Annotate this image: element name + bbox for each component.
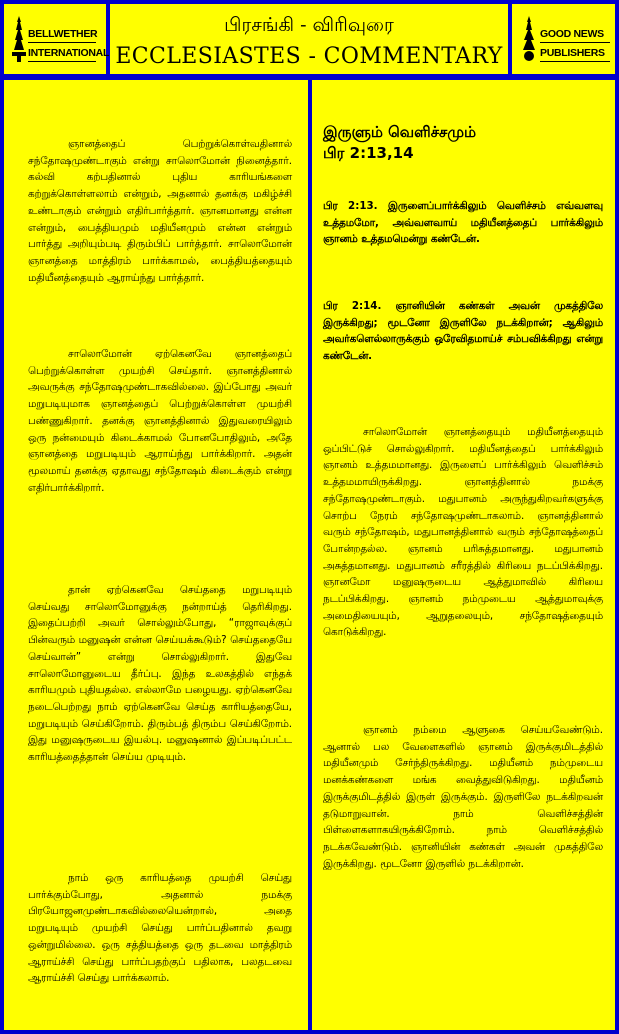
right-column: [312, 80, 615, 1030]
title-tamil: பிரசங்கி - விரிவுரை: [224, 14, 394, 36]
left-paragraph-1: ஞானத்தைப் பெற்றுக்கொள்வதினால் சந்தோஷமுண்டாகும் என்று சாலொமோன் நினைத்தார். கல்வி கற்பதினால் புதிய காரியங்களை கற்றுக்கொள்ளலாம் என்றும், அதனால் தனக்கு மகிழ்ச்சி உண்டாகும் என்றும் எதிர்பார்த்தார். ஞானமானது என்ன என்றும், பைத்தியமும் மதியீனமும் என்ன என்றும் பார்த்து அறியும்படி திரும்பிப் பார்த்தார். சாலொமோன் ஞானத்தை மாத்திரம் பார்க்காமல், பைத்தியத்தையும் மதியீனத்தையும் ஆராய்ந்து பார்த்தார்.: [28, 138, 292, 284]
left-paragraph-4: நாம் ஒரு காரியத்தை முயற்சி செய்து பார்க்கும்போது, அதனால் நமக்கு பிரயோஜனமுண்டாகவில்லையென்றால், அதை மறுபடியும் முயற்சி செய்து பார்ப்பதினால் தவறு ஒன்றுமில்லை. ஒரு சத்தியத்தை ஒரு தடவை மாத்திரம் ஆராய்ச்சி செய்து பார்ப்பதற்குப் பதிலாக, பலதடவை ஆராய்ச்சி செய்து பார்க்கலாம்.: [28, 872, 292, 985]
bellwether-logo-line2: INTERNATIONAL: [28, 47, 110, 59]
good-news-emblem-icon: [520, 16, 538, 62]
bellwether-logo-line1: BELLWETHER: [28, 28, 98, 40]
bellwether-emblem-icon: [12, 16, 26, 62]
good-news-logo-line1: GOOD NEWS: [540, 28, 604, 40]
bellwether-logo: [4, 4, 110, 74]
verse-2-14: பிர 2:14. ஞானியின் கண்கள் அவன் முகத்திலே இருக்கிறது; மூடனோ இருளிலே நடக்கிறான்; ஆகிலும் அவர்களெல்லாருக்கும் ஒரேவிதமாய்ச் சம்பவிக்கிறது என்று கண்டேன்.: [323, 300, 603, 363]
left-paragraph-3: தான் ஏற்கெனவே செய்ததை மறுபடியும் செய்வது சாலொமோனுக்கு நன்றாய்த் தெரிகிறது. இதைப்பற்றி அவர் சொல்லும்போது, “ராஜாவுக்குப் பின்வரும் மனுஷன் என்ன செய்யக்கூடும்? செய்ததையே செய்வான்” என்று சொல்லுகிறார். இதுவே சாலொமோனுடைய தீர்ப்பு. இந்த உலகத்தில் எந்தக் காரியமும் புதியதல்ல. எல்லாமே பழையது. ஏற்கெனவே நடைபெற்றது நாம் ஏற்கெனவே செய்த காரியத்தையே, மறுபடியும் செய்கிறோம். திரும்பத் திரும்ப செய்கிறோம். இது மனுஷருடைய இயல்பு. மனுஷனால் இப்படிப்பட்ட காரியத்தைத்தான் செய்ய முடியும்.: [28, 584, 292, 764]
section-heading-reference: பிர 2:13,14: [323, 144, 414, 162]
right-paragraph-1: சாலொமோன் ஞானத்தையும் மதியீனத்தையும் ஒப்பிட்டுச் சொல்லுகிறார். மதியீனத்தைப் பார்க்கிலும் ஞானம் உத்தமமானது. இருளைப் பார்க்கிலும் வெளிச்சம் உத்தமமாயிருக்கிறது. ஞானத்தினால் நமக்கு சந்தோஷமுண்டாகும். மதுபானம் அருந்துகிறவர்களுக்கு சொற்ப நேரம் சந்தோஷமுண்டாகலாம். ஞானத்தினால் வரும் சந்தோஷம், மதுபானத்தினால் வரும் சந்தோஷத்தைப் போன்றதல்ல. ஞானம் பரிசுத்தமானது. மதுபானம் அசுத்தமானது. மதுபானம் சரீரத்தில் கிரியை நடப்பிக்கிறது. ஞானமோ மனுஷருடைய ஆத்துமாவில் கிரியை நடப்பிக்கிறது. ஞானம் நம்முடைய ஆத்துமாவுக்கு அமைதியையும், ஆறுதலையும், சந்தோஷத்தையும் கொடுக்கிறது.: [323, 426, 603, 639]
left-paragraph-2: சாலொமோன் ஏற்கெனவே ஞானத்தைப் பெற்றுக்கொள்ள முயற்சி செய்தார். ஞானத்தினால் அவருக்கு சந்தோஷமுண்டாகவில்லை. இப்போது அவர் மறுபடியுமாக ஞானத்தைப் பெற்றுக்கொள்ள முயற்சி பண்ணுகிறார். தனக்கு ஞானத்தினால் இதுவரையிலும் ஒரு நன்மையும் கிடைக்காமல் போனபோதிலும், அதே ஞானத்தை மறுபடியும் ஆராய்ந்து பார்க்கிறார். அதன் மூலமாய் தனக்கு ஏதாவது சந்தோஷம் கிடைக்கும் என்று எதிர்பார்க்கிறார்.: [28, 348, 292, 494]
right-paragraph-2: ஞானம் நம்மை ஆளுகை செய்யவேண்டும். ஆனால் பல வேளைகளில் ஞானம் இருக்குமிடத்தில் மதியீனமும் சேர்ந்திருக்கிறது. மதியீனம் நம்முடைய மனக்கண்களை மங்க வைத்துவிடுகிறது. மதியீனம் இருக்குமிடத்தில் இருள் இருக்கும். இருளிலே நடக்கிறவன் தடுமாறுவான். நாம் வெளிச்சத்தின் பிள்ளைகளாகயிருக்கிறோம். நாம் வெளிச்சத்தில் நடக்கவேண்டும். ஞானியின் கண்கள் அவன் முகத்திலே இருக்கிறது. மூடனோ இருளில் நடக்கிறான்.: [323, 724, 603, 870]
good-news-logo-panel: [512, 4, 615, 74]
verse-2-13: பிர 2:13. இருளைப்பார்க்கிலும் வெளிச்சம் எவ்வளவு உத்தமமோ, அவ்வளவாய் மதியீனத்தைப் பார்க்கிலும் ஞானம் உத்தமமென்று கண்டேன்.: [323, 200, 603, 246]
section-heading-title: இருளும் வெளிச்சமும்: [323, 123, 477, 141]
section-heading: [323, 122, 476, 164]
good-news-logo: [512, 4, 615, 74]
title-panel: [110, 4, 508, 74]
bellwether-logo-panel: [4, 4, 110, 74]
left-column: [4, 80, 308, 1030]
good-news-logo-line2: PUBLISHERS: [540, 47, 605, 59]
title-english: ECCLESIASTES - COMMENTARY: [115, 44, 503, 69]
